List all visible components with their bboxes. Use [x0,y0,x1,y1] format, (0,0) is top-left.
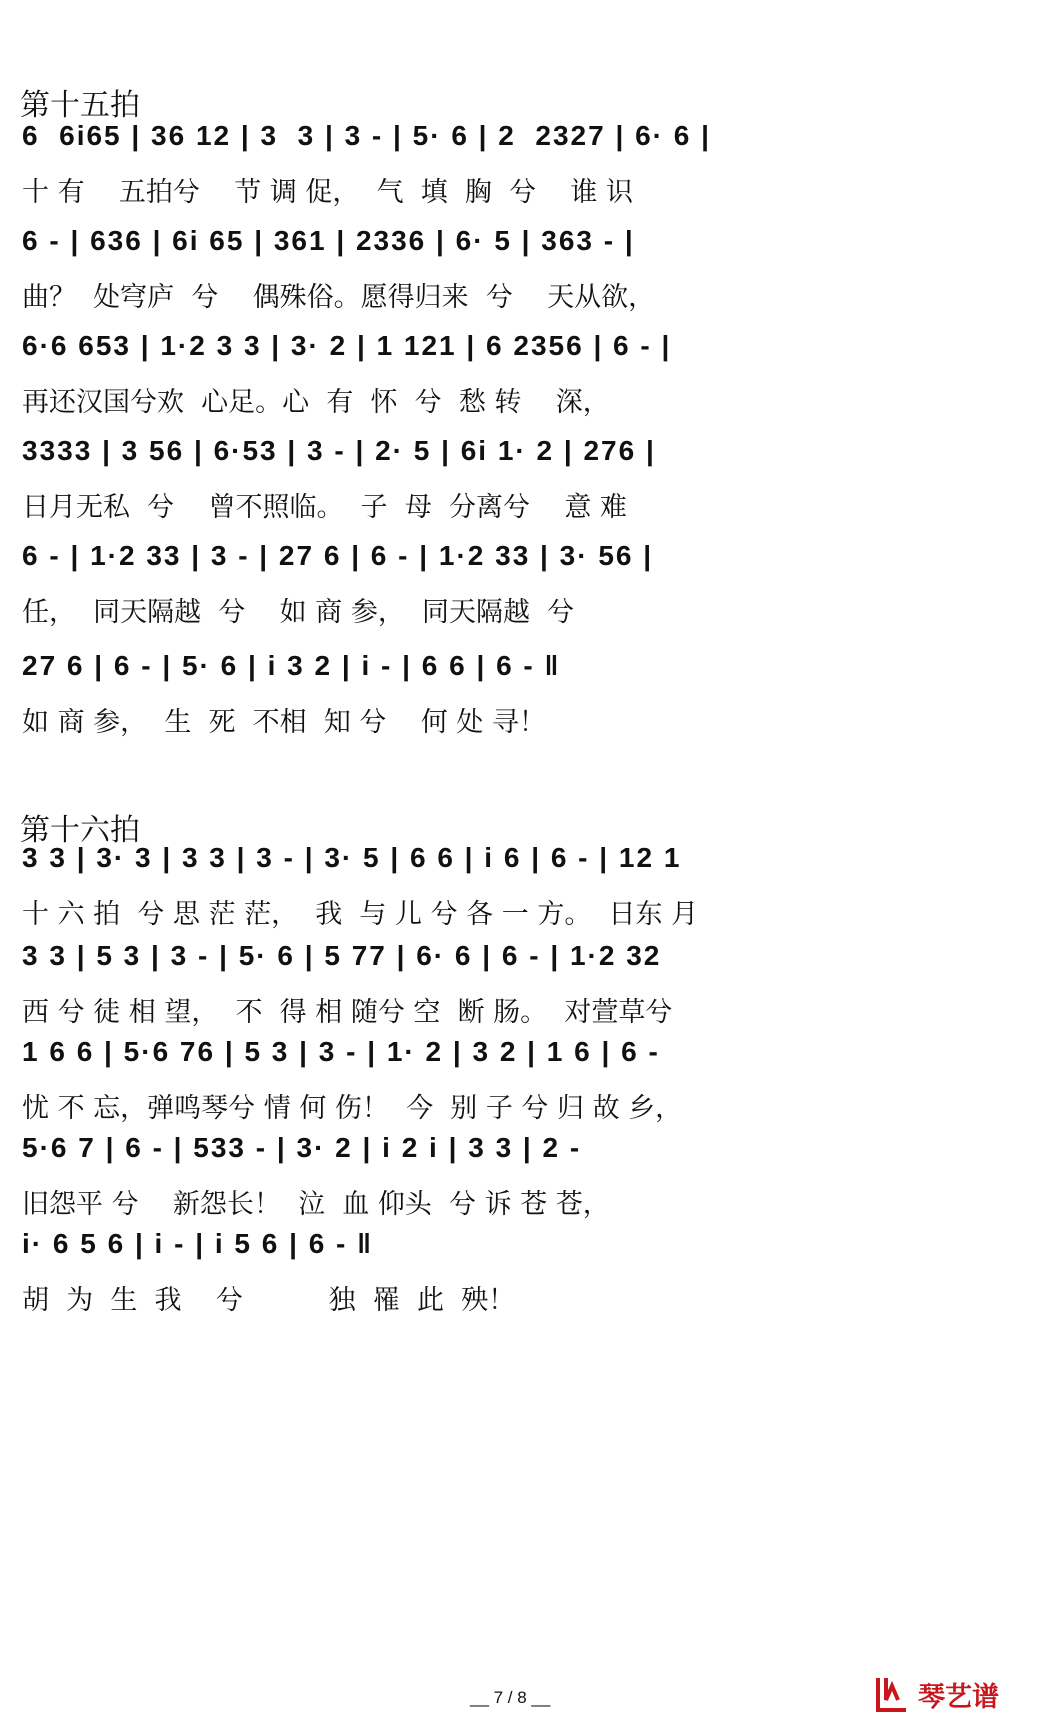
score-row [22,540,1022,630]
lyrics-line: 任， 同天隔越 兮 如 商 参， 同天隔越 兮 [22,597,575,628]
notation-line: 3333 | 3 56 | 6·53 | 3 - | 2· 5 | 6i 1· 2 | 276 | [22,435,656,466]
lyrics-line: 十 六 拍 兮 思 茫 茫， 我 与 儿 兮 各 一 方。 日东 月 [22,899,699,930]
lyrics-line: 忧 不 忘，弹鸣琴兮 情 何 伤！ 今 别 子 兮 归 故 乡， [22,1093,683,1124]
notation-line: 6 - | 1·2 33 | 3 - | 27 6 | 6 - | 1·2 33 | 3· 56 | [22,540,654,571]
notation-line: 6·6 653 | 1·2 3 3 | 3· 2 | 1 121 | 6 2356 | 6 - | [22,330,672,361]
score-row [22,1228,1022,1318]
lyrics-line: 如 商 参， 生 死 不相 知 兮 何 处 寻！ [22,707,546,738]
score-row [22,330,1022,420]
score-row [22,120,1022,210]
score-row [22,1036,1022,1126]
lyrics-line: 十 有 五拍兮 节 调 促， 气 填 胸 兮 谁 识 [22,177,633,208]
lyrics-line: 日月无私 兮 曾不照临。 子 母 分离兮 意 难 [22,492,627,523]
notation-line: i· 6 5 6 | i - | i 5 6 | 6 - ‖ [22,1228,374,1259]
lyrics-line: 西 兮 徒 相 望， 不 得 相 随兮 空 断 肠。 对萱草兮 [22,997,673,1028]
notation-line: 1 6 6 | 5·6 76 | 5 3 | 3 - | 1· 2 | 3 2 | 1 6 | 6 - [22,1036,660,1067]
section-title: 第十五拍 [20,88,140,123]
lyrics-line: 曲？ 处穹庐 兮 偶殊俗。愿得归来 兮 天从欲， [22,282,656,313]
lyrics-line: 胡 为 生 我 兮 独 罹 此 殃！ [22,1285,516,1316]
score-row [22,940,1022,1030]
score-row [22,650,1022,740]
brand-name: 琴艺谱 [918,1681,999,1713]
notation-line: 27 6 | 6 - | 5· 6 | i 3 2 | i - | 6 6 | 6 - ‖ [22,650,561,681]
notation-line: 5·6 7 | 6 - | 533 - | 3· 2 | i 2 i | 3 3 | 2 - [22,1132,582,1163]
notation-line: 3 3 | 5 3 | 3 - | 5· 6 | 5 77 | 6· 6 | 6 - | 1·2 32 [22,940,662,971]
brand-logo [872,1672,1032,1716]
score-row [22,842,1022,932]
piano-keys-icon [872,1674,914,1714]
notation-line: 3 3 | 3· 3 | 3 3 | 3 - | 3· 5 | 6 6 | i 6 | 6 - | 12 1 [22,842,682,873]
notation-line: 6 6i65 | 36 12 | 3 3 | 3 - | 5· 6 | 2 2327 | 6· 6 | [22,120,711,151]
notation-line: 6 - | 636 | 6i 65 | 361 | 2336 | 6· 5 | 363 - | [22,225,635,256]
section-title: 第十六拍 [20,813,140,848]
score-row [22,1132,1022,1222]
lyrics-line: 再还汉国兮欢 心足。心 有 怀 兮 愁 转 深， [22,387,610,418]
page-number: __ 7 / 8 __ [470,1688,551,1707]
score-row [22,225,1022,315]
lyrics-line: 旧怨平 兮 新怨长！ 泣 血 仰头 兮 诉 苍 苍， [22,1189,610,1220]
score-row [22,435,1022,525]
